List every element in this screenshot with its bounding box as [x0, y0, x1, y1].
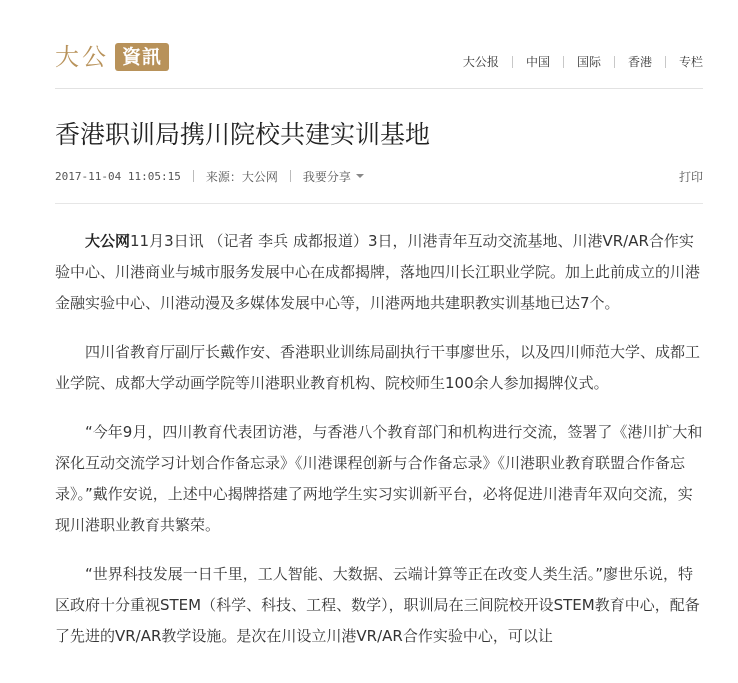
nav-item-international[interactable]: 国际 — [576, 55, 601, 69]
share-dropdown[interactable] — [303, 168, 364, 185]
print-button[interactable]: 打印 — [678, 169, 703, 184]
paragraph-text: “世界科技发展一日千里，工人智能、大数据、云端计算等正在改变人类生活。”廖世乐说，特区政府十分重视STEM（科学、科技、工程、数学），职训局在三间院校开设STEM教育中心，配备了先进的VR/AR教学设施。是次在川设立川港VR/AR合作实验中心，可以让 — [55, 565, 700, 645]
meta-divider — [55, 203, 703, 204]
nav-separator — [614, 56, 615, 68]
paragraph-text: 11月3日讯 （记者 李兵 成都报道）3日，川港青年互动交流基地、川港VR/AR合作实验中心、川港商业与城市服务发展中心在成都揭牌，落地四川长江职业学院。加上此前成立的川港金融实验中心、川港动漫及多媒体发展中心等，川港两地共建职教实训基地已达7个。 — [55, 232, 701, 312]
paragraph-text: 四川省教育厅副厅长戴作安、香港职业训练局副执行干事廖世乐，以及四川师范大学、成都工业学院、成都大学动画学院等川港职业教育机构、院校师生100余人参加揭牌仪式。 — [55, 343, 701, 392]
caret-down-icon — [356, 174, 364, 178]
paragraph — [55, 417, 705, 541]
logo-text: 大公 — [55, 43, 109, 71]
article-title: 香港职训局携川院校共建实训基地 — [55, 120, 431, 149]
nav-item-ta-kung-pao[interactable]: 大公报 — [462, 55, 499, 69]
logo-box-text: 資訊 — [115, 43, 169, 71]
site-header — [55, 38, 703, 89]
meta-separator — [193, 170, 194, 182]
nav-separator — [512, 56, 513, 68]
nav-separator — [665, 56, 666, 68]
paragraph — [55, 226, 705, 319]
paragraph-text: “今年9月，四川教育代表团访港，与香港八个教育部门和机构进行交流，签署了《港川扩大和深化互动交流学习计划合作备忘录》《川港课程创新与合作备忘录》《川港职业教育联盟合作备忘录》。”戴作安说，上述中心揭牌搭建了两地学生实习实训新平台，必将促进川港青年双向交流，实现川港职业教育共繁荣。 — [55, 423, 703, 534]
nav-item-hong-kong[interactable]: 香港 — [627, 55, 652, 69]
top-nav — [463, 53, 703, 70]
site-logo[interactable] — [55, 40, 169, 74]
publish-time: 2017-11-04 11:05:15 — [55, 169, 181, 183]
paragraph — [55, 559, 705, 652]
nav-separator — [563, 56, 564, 68]
nav-item-china[interactable]: 中国 — [525, 55, 550, 69]
paragraph-lead: 大公网 — [85, 232, 131, 250]
meta-separator — [290, 170, 291, 182]
article-source: 来源：大公网 — [205, 169, 278, 184]
article-body — [55, 226, 705, 670]
share-label: 我要分享 — [302, 169, 351, 184]
nav-item-column[interactable]: 专栏 — [678, 55, 703, 69]
article-meta — [55, 166, 703, 186]
paragraph — [55, 337, 705, 399]
